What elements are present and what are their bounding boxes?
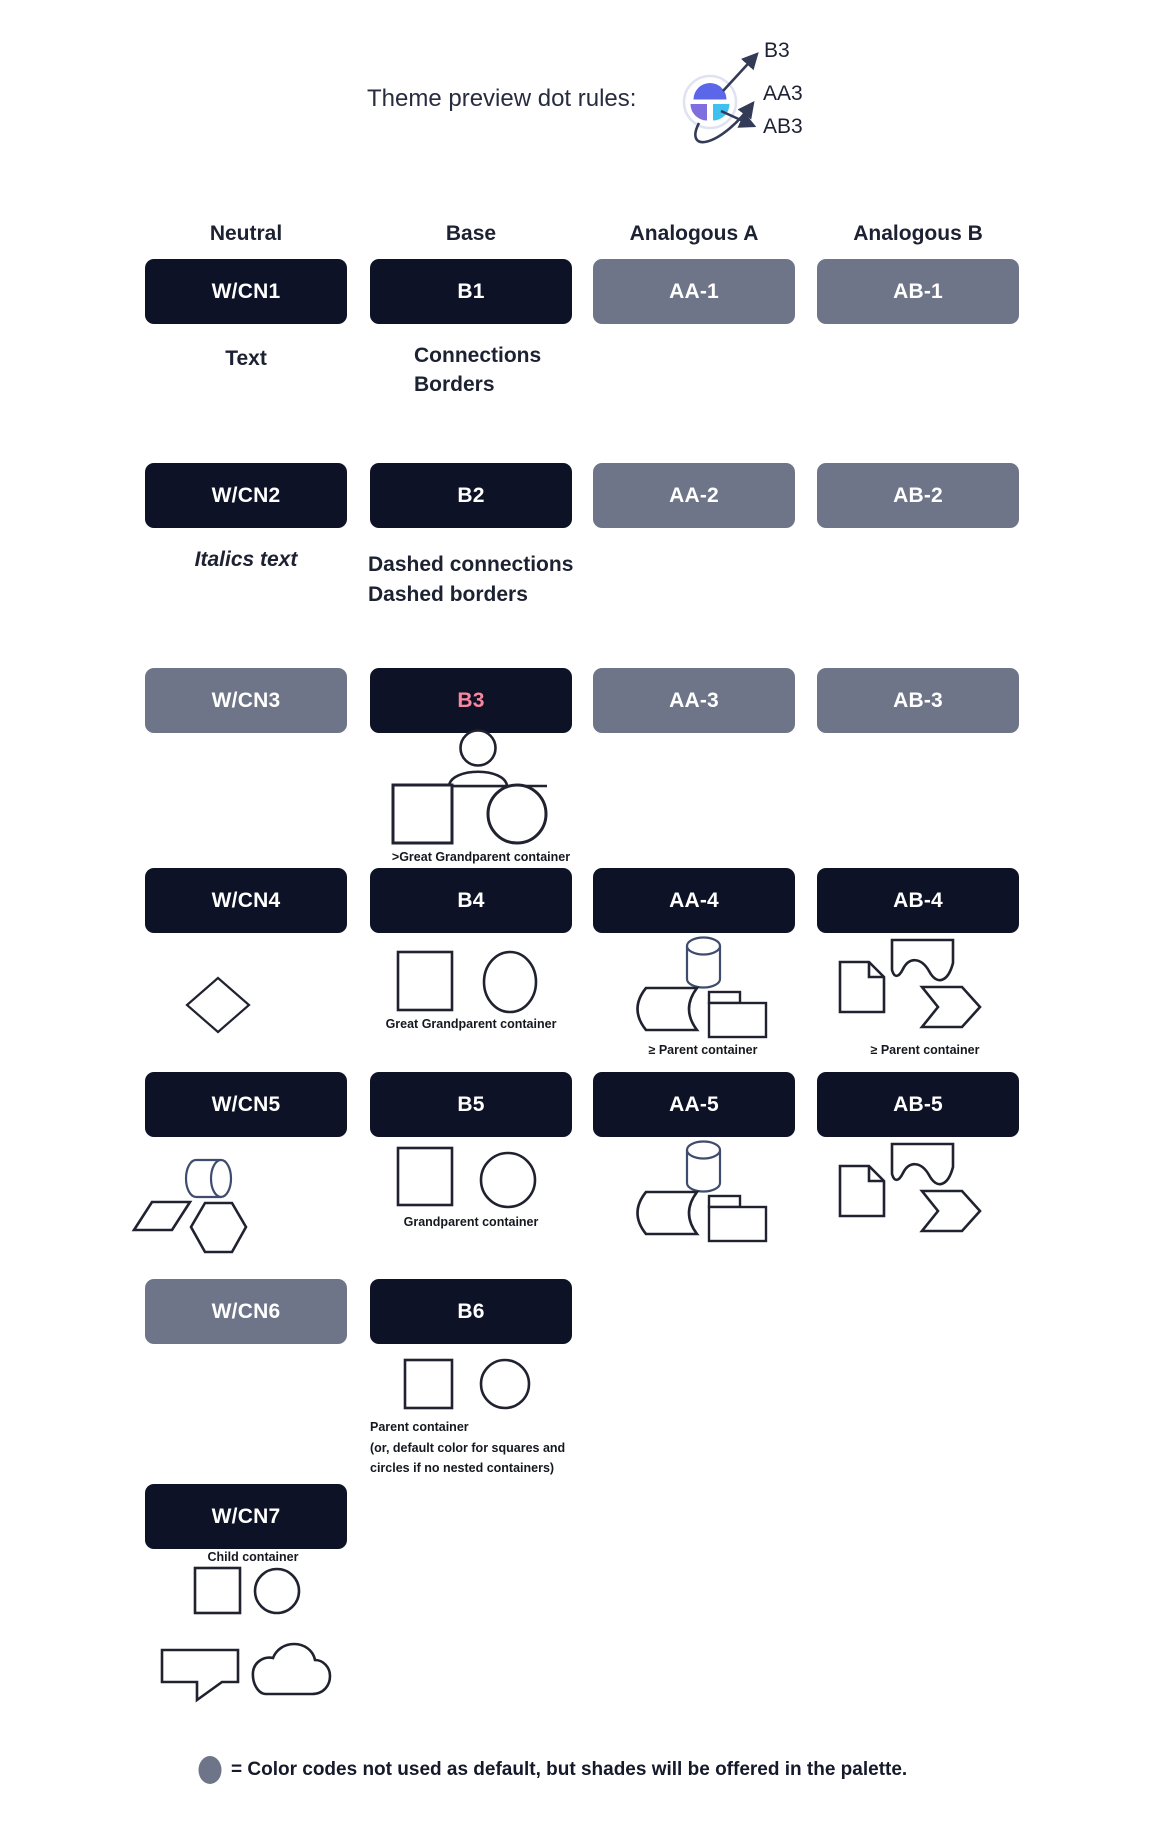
caption-b1-line2: Borders [414, 373, 495, 396]
aa4-shape-cluster [638, 938, 767, 1038]
caption-b4: Great Grandparent container [385, 1017, 557, 1031]
ab5-shape-cluster [840, 1144, 980, 1231]
square-shape [398, 952, 452, 1010]
caption-wcn7: Child container [207, 1550, 299, 1564]
dot-label-ab3: AB3 [763, 115, 803, 138]
caption-b5: Grandparent container [403, 1215, 539, 1229]
legend-text: = Color codes not used as default, but shades will be offered in the palette. [231, 1759, 908, 1780]
hexagon-shape [191, 1203, 246, 1252]
swatch-ab1: AB-1 [817, 259, 1019, 324]
circle-shape [488, 785, 546, 843]
b6-shape-cluster [405, 1360, 529, 1408]
caption-b6-line2: (or, default color for squares and [370, 1440, 566, 1455]
swatch-wcn6: W/CN6 [145, 1279, 347, 1344]
dot-label-b3: B3 [764, 39, 790, 62]
dot-outer-ring [684, 76, 736, 128]
horizontal-cylinder-shape [186, 1160, 231, 1197]
swatch-ab5: AB-5 [817, 1072, 1019, 1137]
swatch-wcn2: W/CN2 [145, 463, 347, 528]
swatch-b1: B1 [370, 259, 572, 324]
caption-b6-line1: Parent container [370, 1420, 469, 1434]
dot-bottom-right-quarter [713, 104, 730, 121]
circle-shape [481, 1360, 529, 1408]
page-title: Theme preview dot rules: [367, 85, 637, 112]
swatch-aa5: AA-5 [593, 1072, 795, 1137]
ab4-shape-cluster [840, 940, 980, 1027]
small-circle-shape [255, 1569, 299, 1613]
aa5-shape-cluster [638, 1142, 767, 1242]
wcn7-shape-cluster [162, 1568, 330, 1700]
swatch-b3: B3 [370, 668, 572, 733]
b5-shape-cluster [398, 1148, 535, 1207]
parallelogram-shape [134, 1202, 190, 1230]
dot-top-half [694, 83, 727, 100]
swatch-aa4: AA-4 [593, 868, 795, 933]
cloud-shape [253, 1644, 330, 1694]
caption-b6-line3: circles if no nested containers) [370, 1461, 555, 1475]
caption-b1-line1: Connections [414, 344, 542, 367]
swatch-aa3: AA-3 [593, 668, 795, 733]
curved-card-shape [638, 988, 698, 1030]
caption-b2-line1: Dashed connections [368, 553, 574, 576]
swatch-b4: B4 [370, 868, 572, 933]
square-shape [393, 785, 452, 843]
small-square-shape [195, 1568, 240, 1613]
arrow-to-b3 [723, 54, 757, 91]
caption-b1 [414, 341, 541, 399]
caption-ab4: ≥ Parent container [870, 1043, 980, 1057]
b4-shape-cluster [398, 952, 536, 1012]
column-header-analogous-b: Analogous B [853, 222, 983, 245]
caption-aa4: ≥ Parent container [648, 1043, 758, 1057]
swatch-wcn3: W/CN3 [145, 668, 347, 733]
preview-dot-icon [684, 76, 736, 128]
swatch-aa1: AA-1 [593, 259, 795, 324]
swatch-wcn7: W/CN7 [145, 1484, 347, 1549]
ellipse-shape [484, 952, 536, 1012]
arrow-to-aa3 [695, 103, 753, 142]
caption-b2-line2: Dashed borders [368, 583, 528, 606]
chevron-shape [922, 987, 980, 1027]
speech-bubble-shape [162, 1650, 238, 1700]
column-header-base: Base [445, 222, 497, 245]
caption-wcn2: Italics text [194, 548, 298, 571]
wcn5-shape-cluster [134, 1160, 246, 1252]
swatch-b6: B6 [370, 1279, 572, 1344]
swatch-wcn5: W/CN5 [145, 1072, 347, 1137]
wavy-document-shape [892, 940, 953, 980]
package-shape [709, 992, 766, 1037]
column-header-neutral: Neutral [209, 222, 283, 245]
b3-shape-cluster [393, 731, 547, 844]
swatch-wcn1: W/CN1 [145, 259, 347, 324]
caption-b6 [370, 1417, 565, 1479]
cylinder-shape [687, 938, 720, 988]
circle-shape [481, 1153, 535, 1207]
diamond-shape [187, 978, 249, 1032]
person-icon [449, 731, 547, 787]
swatch-ab2: AB-2 [817, 463, 1019, 528]
caption-wcn1: Text [225, 347, 267, 370]
folded-document-shape [840, 962, 884, 1012]
swatch-ab4: AB-4 [817, 868, 1019, 933]
column-header-analogous-a: Analogous A [629, 222, 759, 245]
arrow-to-ab3 [721, 111, 754, 126]
caption-b3: >Great Grandparent container [391, 850, 571, 864]
dot-arrows [695, 54, 757, 142]
swatch-b2: B2 [370, 463, 572, 528]
square-shape [405, 1360, 452, 1408]
legend-dot-icon [199, 1756, 222, 1784]
swatch-wcn4: W/CN4 [145, 868, 347, 933]
swatch-ab3: AB-3 [817, 668, 1019, 733]
dot-label-aa3: AA3 [763, 82, 803, 105]
square-shape [398, 1148, 452, 1205]
dot-bottom-left-quarter [691, 104, 708, 121]
swatch-aa2: AA-2 [593, 463, 795, 528]
caption-b2 [368, 550, 573, 610]
swatch-b5: B5 [370, 1072, 572, 1137]
